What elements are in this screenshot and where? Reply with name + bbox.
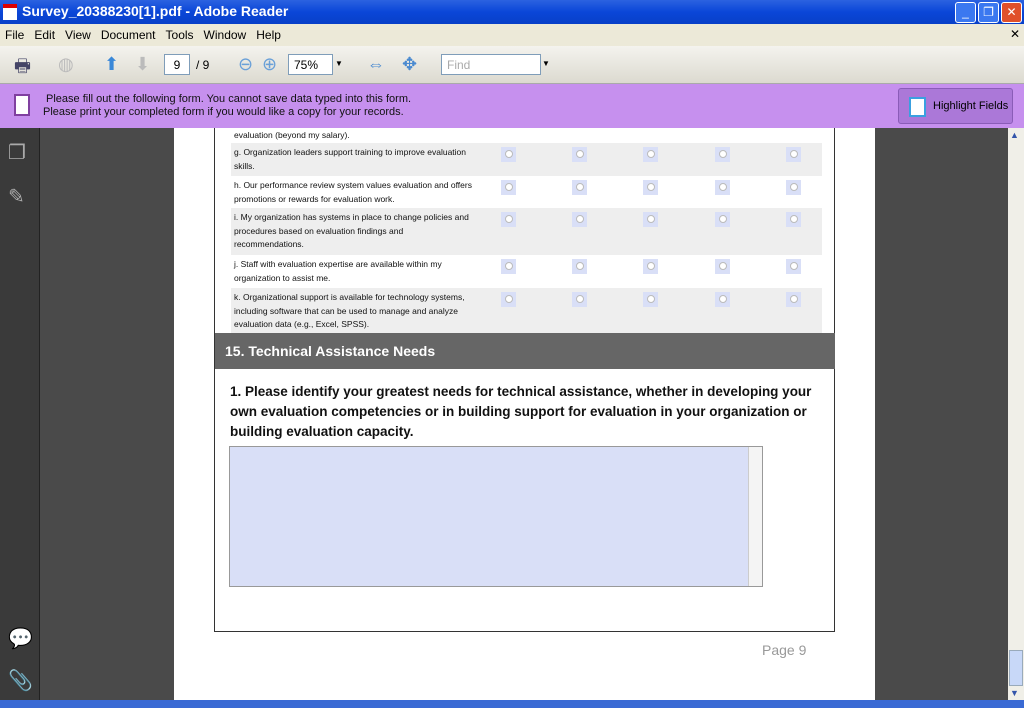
navigation-panel: [0, 128, 40, 700]
rating-radio[interactable]: [715, 292, 730, 307]
scroll-up-icon[interactable]: ▲: [1010, 130, 1019, 140]
rating-radio[interactable]: [572, 147, 587, 162]
previous-page-icon[interactable]: ⬆: [104, 54, 120, 74]
table-row: [231, 176, 822, 208]
close-button[interactable]: ✕: [1001, 2, 1022, 23]
fit-page-icon[interactable]: ✥: [402, 54, 418, 74]
rating-radio[interactable]: [572, 180, 587, 195]
window-title: Survey_20388230[1].pdf - Adobe Reader: [22, 3, 289, 19]
rating-radio[interactable]: [501, 212, 516, 227]
menu-file[interactable]: File: [5, 28, 25, 42]
textarea-scrollbar[interactable]: [748, 447, 762, 586]
rating-radio[interactable]: [786, 292, 801, 307]
menu-window[interactable]: Window: [203, 28, 247, 42]
zoom-dropdown-icon[interactable]: ▼: [335, 59, 343, 68]
page-number-label: Page 9: [762, 642, 807, 658]
menu-help[interactable]: Help: [256, 28, 281, 42]
rating-radio[interactable]: [715, 259, 730, 274]
minimize-button[interactable]: _: [955, 2, 976, 23]
attachments-icon[interactable]: 📎: [8, 670, 33, 692]
form-message-bar: [0, 84, 1024, 128]
page-number-input[interactable]: 9: [164, 54, 190, 75]
rating-radio[interactable]: [643, 147, 658, 162]
rating-radio[interactable]: [715, 212, 730, 227]
table-row: [231, 255, 822, 288]
highlight-fields-button[interactable]: [898, 88, 1013, 124]
toolbar: [0, 46, 1024, 84]
comments-icon[interactable]: 💬: [8, 628, 33, 650]
form-icon: [14, 94, 30, 116]
zoom-out-icon[interactable]: ⊖: [238, 54, 254, 74]
row-text: g. Organization leaders support training to improve evaluation skills.: [234, 147, 466, 171]
menu-bar: [0, 24, 1024, 46]
form-message-line1: Please fill out the following form. You cannot save data typed into this form.: [46, 93, 412, 105]
rating-radio[interactable]: [786, 147, 801, 162]
scroll-down-icon[interactable]: ▼: [1010, 688, 1019, 698]
highlight-fields-label: Highlight Fields: [933, 100, 1009, 112]
page-frame: [214, 128, 835, 632]
table-row: [231, 208, 822, 255]
pdf-page: [174, 128, 875, 700]
collaborate-icon: ◍: [58, 54, 74, 74]
table-row: [231, 128, 822, 143]
rating-radio[interactable]: [572, 259, 587, 274]
rating-radio[interactable]: [572, 212, 587, 227]
rating-radio[interactable]: [715, 180, 730, 195]
zoom-in-icon[interactable]: ⊕: [262, 54, 278, 74]
next-page-icon: ⬇: [135, 54, 151, 74]
table-row: [231, 143, 822, 176]
rating-radio[interactable]: [643, 212, 658, 227]
row-text: evaluation (beyond my salary).: [234, 130, 350, 140]
row-text: i. My organization has systems in place to change policies and procedures based on evaluation findings and recommendations.: [234, 212, 469, 249]
highlight-icon: [909, 97, 926, 117]
row-text: h. Our performance review system values evaluation and offers promotions or rewards for evaluation work.: [234, 180, 472, 204]
rating-radio[interactable]: [715, 147, 730, 162]
find-dropdown-icon[interactable]: ▼: [542, 59, 550, 68]
pages-icon[interactable]: ❐: [8, 142, 26, 164]
rating-radio[interactable]: [643, 180, 658, 195]
close-document-icon[interactable]: ✕: [1010, 27, 1021, 41]
rating-radio[interactable]: [786, 180, 801, 195]
print-icon[interactable]: 🖶: [14, 56, 31, 76]
signatures-icon[interactable]: ✎: [8, 186, 25, 208]
menu-document[interactable]: Document: [100, 28, 156, 42]
status-strip: [0, 700, 1024, 708]
pdf-icon: [3, 4, 17, 20]
menu-view[interactable]: View: [65, 28, 91, 42]
form-message-line2: Please print your completed form if you would like a copy for your records.: [43, 106, 404, 118]
title-bar: [0, 0, 1024, 24]
menu-edit[interactable]: Edit: [34, 28, 56, 42]
technical-assistance-textarea[interactable]: [229, 446, 763, 587]
rating-radio[interactable]: [501, 147, 516, 162]
page-total: / 9: [196, 58, 210, 72]
vertical-scrollbar[interactable]: [1008, 128, 1024, 700]
section-header: 15. Technical Assistance Needs: [215, 333, 835, 369]
rating-radio[interactable]: [786, 212, 801, 227]
rating-radio[interactable]: [643, 259, 658, 274]
restore-button[interactable]: ❐: [978, 2, 999, 23]
table-row: [231, 288, 822, 334]
scroll-thumb[interactable]: [1009, 650, 1023, 686]
rating-radio[interactable]: [501, 180, 516, 195]
find-input[interactable]: Find: [441, 54, 541, 75]
rating-radio[interactable]: [572, 292, 587, 307]
rating-radio[interactable]: [786, 259, 801, 274]
row-text: j. Staff with evaluation expertise are available within my organization to assist me.: [234, 259, 442, 283]
rating-radio[interactable]: [501, 292, 516, 307]
zoom-input[interactable]: 75%: [288, 54, 333, 75]
rating-radio[interactable]: [501, 259, 516, 274]
rating-radio[interactable]: [643, 292, 658, 307]
fit-width-icon[interactable]: ⇔: [367, 54, 385, 74]
menu-tools[interactable]: Tools: [165, 28, 194, 42]
row-text: k. Organizational support is available for technology systems, including software that can be used to manage and analyze evaluation data (e.g., Excel, SPSS).: [234, 292, 465, 329]
question-text: 1. Please identify your greatest needs for technical assistance, whether in developing your own evaluation competencies or in building support for evaluation in your organization or building evaluation capacity.: [230, 384, 812, 439]
